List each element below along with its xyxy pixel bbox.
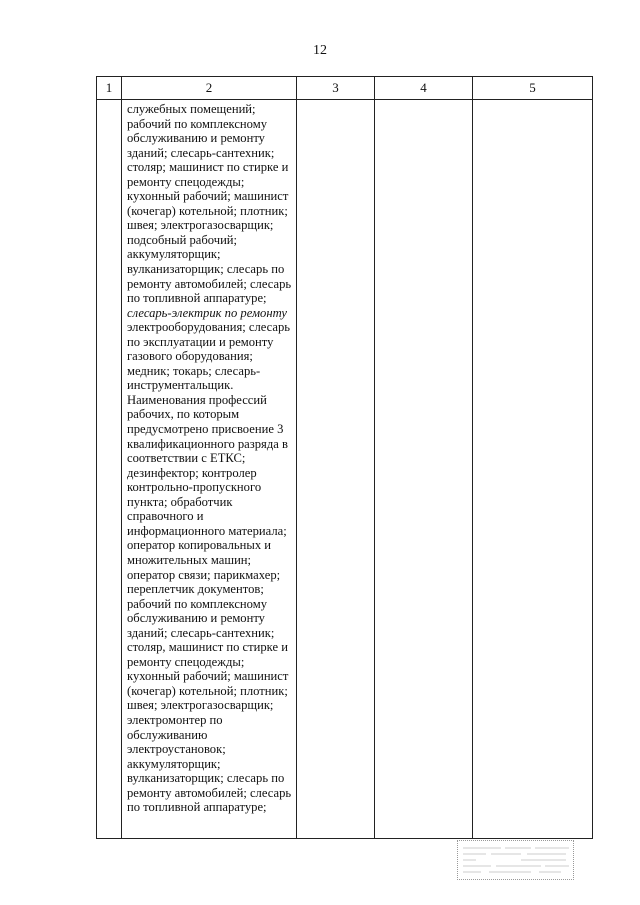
column-header-1: 1 xyxy=(97,77,122,100)
text-line: переплетчик документов; xyxy=(127,582,264,597)
text-line: столяр; машинист по стирке и xyxy=(127,160,289,175)
text-line: обслуживанию и ремонту xyxy=(127,611,265,626)
text-line: (кочегар) котельной; плотник; xyxy=(127,683,288,698)
text-line: справочного и xyxy=(127,509,204,524)
text-line: медник; токарь; слесарь- xyxy=(127,363,261,378)
text-line: зданий; слесарь-сантехник; xyxy=(127,145,275,160)
text-line: зданий; слесарь-сантехник; xyxy=(127,625,275,640)
column-header-2: 2 xyxy=(122,77,297,100)
table-cell-col4 xyxy=(375,100,473,839)
text-line: оператор копировальных и xyxy=(127,538,272,553)
table-cell-col1 xyxy=(97,100,122,839)
text-line: Наименования профессий xyxy=(127,392,267,407)
text-line: ремонту автомобилей; слесарь xyxy=(127,785,292,800)
text-line: столяр, машинист по стирке и xyxy=(127,640,288,655)
text-line: контрольно-пропускного xyxy=(127,480,262,495)
text-line: аккумуляторщик; xyxy=(127,756,221,771)
text-line: по эксплуатации и ремонту xyxy=(127,334,274,349)
text-line: квалификационного разряда в xyxy=(127,436,288,451)
text-line: обслуживанию и ремонту xyxy=(127,131,265,146)
text-line: кухонный рабочий; машинист xyxy=(127,669,289,684)
profession-list-text xyxy=(122,100,296,815)
text-line: служебных помещений; xyxy=(127,102,256,116)
text-line: оператор связи; парикмахер; xyxy=(127,567,281,582)
text-line: аккумуляторщик; xyxy=(127,247,221,262)
table-cell-col3 xyxy=(297,100,375,839)
table-cell-col5 xyxy=(473,100,593,839)
text-line: ремонту автомобилей; слесарь xyxy=(127,276,292,291)
text-line: ремонту спецодежды; xyxy=(127,654,245,669)
text-line: инструментальщик. xyxy=(127,378,234,393)
text-line: по топливной аппаратуре; xyxy=(127,800,267,815)
text-line: предусмотрено присвоение 3 xyxy=(127,422,284,437)
table-cell-col2 xyxy=(122,100,297,839)
text-line: швея; электрогазосварщик; xyxy=(127,218,274,233)
stamp-scribble-icon xyxy=(461,843,571,877)
text-line: пункта; обработчик xyxy=(127,494,233,509)
table-header-row xyxy=(97,77,593,100)
text-line: газового оборудования; xyxy=(127,349,253,364)
column-header-4: 4 xyxy=(375,77,473,100)
text-line: (кочегар) котельной; плотник; xyxy=(127,203,288,218)
text-line: вулканизаторщик; слесарь по xyxy=(127,771,285,786)
text-line: рабочий по комплексному xyxy=(127,596,267,611)
text-line: рабочих, по которым xyxy=(127,407,240,422)
text-line: вулканизаторщик; слесарь по xyxy=(127,262,285,277)
text-line: соответствии с ЕТКС; xyxy=(127,451,246,466)
column-header-3: 3 xyxy=(297,77,375,100)
column-header-5: 5 xyxy=(473,77,593,100)
text-line: электроустановок; xyxy=(127,742,226,757)
text-line: информационного материала; xyxy=(127,523,287,538)
document-table xyxy=(96,76,593,839)
text-line: рабочий по комплексному xyxy=(127,116,267,131)
text-line: швея; электрогазосварщик; xyxy=(127,698,274,713)
page-number: 12 xyxy=(313,43,327,58)
text-line: кухонный рабочий; машинист xyxy=(127,189,289,204)
text-line: электромонтер по xyxy=(127,712,223,727)
text-line: подсобный рабочий; xyxy=(127,232,238,247)
text-line: обслуживанию xyxy=(127,727,208,742)
table-row xyxy=(97,100,593,839)
registration-stamp xyxy=(457,840,574,880)
text-line: электрооборудования; слесарь xyxy=(127,320,291,335)
text-line: слесарь-электрик по ремонту xyxy=(127,305,287,320)
text-line: дезинфектор; контролер xyxy=(127,465,257,480)
text-line: по топливной аппаратуре; xyxy=(127,291,267,306)
text-line: ремонту спецодежды; xyxy=(127,174,245,189)
text-line: множительных машин; xyxy=(127,552,252,567)
